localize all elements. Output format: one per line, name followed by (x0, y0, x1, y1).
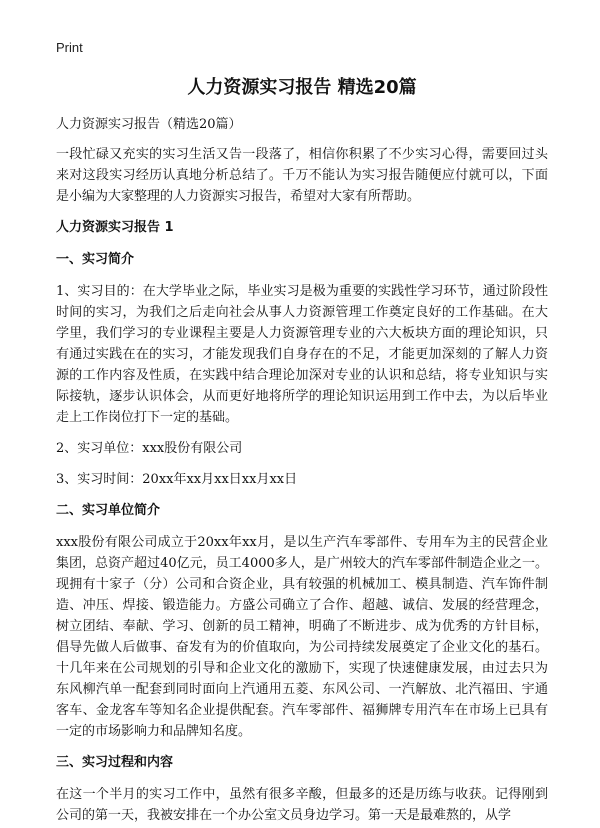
intro-paragraph: 一段忙碌又充实的实习生活又告一段落了，相信你积累了不少实习心得，需要回过头来对这段实习经历认真地分析总结了。千万不能认为实习报告随便应付就可以，下面是小编为大家整理的人力资源实习报告，希望对大家有所帮助。 (56, 147, 548, 204)
section-heading-company-profile: 二、实习单位简介 (56, 503, 161, 518)
document-subtitle: 人力资源实习报告（精选20篇） (56, 117, 242, 132)
section-heading-process: 三、实习过程和内容 (56, 755, 174, 770)
report-heading: 人力资源实习报告 1 (56, 220, 174, 235)
page-title: 人力资源实习报告 精选20篇 (187, 77, 417, 98)
company-profile-paragraph: xxx股份有限公司成立于20xx年xx月，是以生产汽车零部件、专用车为主的民营企业集团，总资产超过40亿元，员工4000多人，是广州较大的汽车零部件制造企业之一。现拥有十家子（分）公司和合资企业，具有较强的机械加工、模具制造、汽车饰件制造、冲压、焊接、锻造能力。方盛公司确立了合作、超越、诚信、发展的经营理念，树立团结、奉献、学习、创新的员工精神，明确了不断进步、成为优秀的方针目标，倡导先做人后做事、奋发有为的价值取向，为公司持续发展奠定了企业文化的基石。十几年来在公司规划的引导和企业文化的激励下，实现了快速健康发展，由过去只为东风柳汽单一配套到同时面向上汽通用五菱、东风公司、一汽解放、北汽福田、宇通客车、金龙客车等知名企业提供配套。汽车零部件、福狮牌专用汽车在市场上已具有一定的市场影响力和品牌知名度。 (56, 535, 548, 739)
internship-purpose-paragraph: 1、实习目的：在大学毕业之际，毕业实习是极为重要的实践性学习环节，通过阶段性时间的实习，为我们之后走向社会从事人力资源管理工作奠定良好的工作基础。在大学里，我们学习的专业课程主要是人力资源管理专业的六大板块方面的理论知识，只有通过实践在在的实习，才能发现我们自身存在的不足，才能更加深刻的了解人力资源的工作内容及性质，在实践中结合理论加深对专业的认识和总结，将专业知识与实际接轨，逐步认识体会，从而更好地将所学的理论知识运用到工作中去，为以后毕业走上工作岗位打下一定的基础。 (56, 284, 548, 425)
process-paragraph: 在这一个半月的实习工作中，虽然有很多辛酸，但最多的还是历练与收获。记得刚到公司的第一天，我被安排在一个办公室文员身边学习。第一天是最难熬的，从学 (56, 787, 548, 823)
internship-unit-paragraph: 2、实习单位：xxx股份有限公司 (56, 441, 243, 456)
section-heading-internship-overview: 一、实习简介 (56, 252, 135, 267)
internship-time-paragraph: 3、实习时间：20xx年xx月xx日xx月xx日 (56, 472, 298, 487)
print-link[interactable]: Print (56, 40, 83, 55)
